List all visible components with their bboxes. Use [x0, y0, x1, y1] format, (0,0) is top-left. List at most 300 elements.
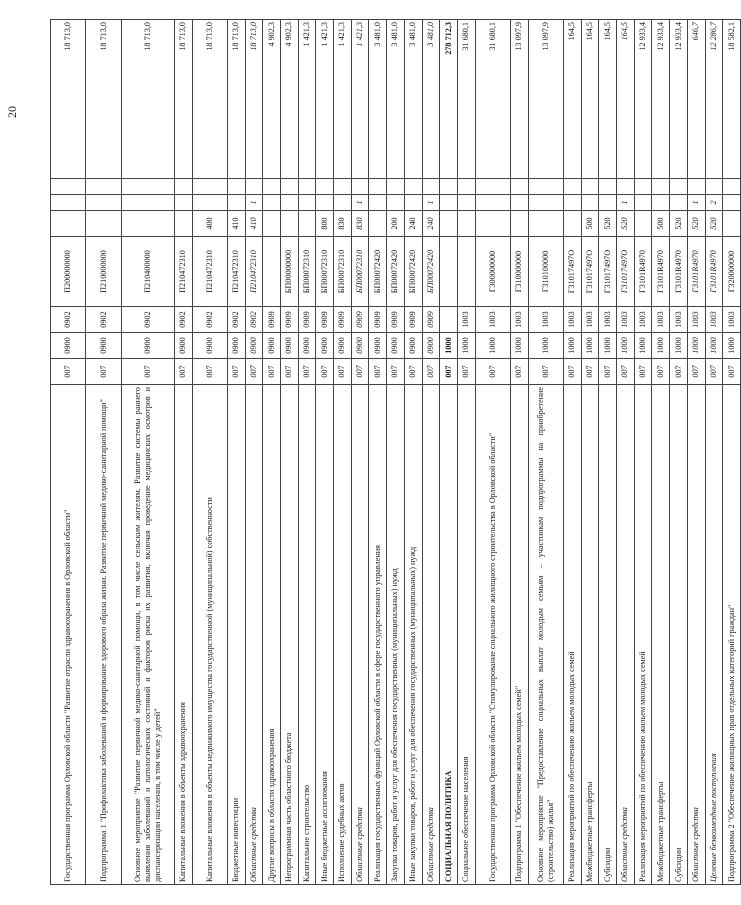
- row-source-mark: [440, 195, 458, 211]
- table-row: [599, 20, 617, 885]
- row-expense-type: 400: [192, 211, 227, 237]
- row-gr-code: 007: [245, 359, 263, 385]
- row-amount: 12 933,4: [670, 20, 688, 179]
- row-extra-mark: [652, 179, 670, 195]
- row-expense-type: [457, 211, 475, 237]
- row-gr-code: 007: [705, 359, 723, 385]
- row-section-code: 1000: [528, 333, 563, 359]
- row-extra-mark: [298, 179, 316, 195]
- table-body: [51, 20, 741, 885]
- row-gr-code: 007: [281, 359, 299, 385]
- row-subsection-code: 0902: [245, 307, 263, 333]
- row-target-article: Г31017497О: [599, 237, 617, 307]
- row-section-code: 1000: [440, 333, 458, 359]
- row-amount: 1 421,3: [351, 20, 369, 179]
- row-section-code: 0900: [298, 333, 316, 359]
- row-section-code: 1000: [652, 333, 670, 359]
- row-gr-code: 007: [387, 359, 405, 385]
- row-gr-code: 007: [227, 359, 245, 385]
- row-name: Целевые безвозмездные поступления: [705, 385, 723, 885]
- row-name: Бюджетные инвестиции: [227, 385, 245, 885]
- row-extra-mark: [174, 179, 192, 195]
- row-extra-mark: [422, 179, 440, 195]
- table-row: [334, 20, 352, 885]
- row-section-code: 0900: [404, 333, 422, 359]
- row-section-code: 0900: [192, 333, 227, 359]
- row-extra-mark: [351, 179, 369, 195]
- row-target-article: П210472310: [245, 237, 263, 307]
- row-source-mark: [298, 195, 316, 211]
- row-amount: 13 097,9: [510, 20, 528, 179]
- row-subsection-code: 1003: [564, 307, 582, 333]
- row-expense-type: 240: [404, 211, 422, 237]
- row-amount: 164,5: [581, 20, 599, 179]
- row-target-article: [263, 237, 281, 307]
- row-source-mark: [316, 195, 334, 211]
- row-target-article: [440, 237, 458, 307]
- row-extra-mark: [263, 179, 281, 195]
- row-target-article: Г3101R4970: [705, 237, 723, 307]
- row-subsection-code: 0902: [192, 307, 227, 333]
- row-name: Государственная программа Орловской области "Развитие отрасли здравоохранения в Орловской области": [51, 385, 86, 885]
- row-amount: 18 582,1: [723, 20, 741, 179]
- row-amount: 18 713,0: [227, 20, 245, 179]
- table-row: [174, 20, 192, 885]
- row-gr-code: 007: [121, 359, 174, 385]
- row-extra-mark: [670, 179, 688, 195]
- row-target-article: БП00072420: [387, 237, 405, 307]
- row-source-mark: [227, 195, 245, 211]
- row-gr-code: 007: [687, 359, 705, 385]
- row-section-code: 1000: [581, 333, 599, 359]
- row-expense-type: 410: [245, 211, 263, 237]
- row-extra-mark: [192, 179, 227, 195]
- row-extra-mark: [510, 179, 528, 195]
- row-subsection-code: 1003: [581, 307, 599, 333]
- row-target-article: БП00072310: [334, 237, 352, 307]
- row-source-mark: [404, 195, 422, 211]
- row-extra-mark: [475, 179, 510, 195]
- row-target-article: П210472310: [227, 237, 245, 307]
- row-expense-type: 830: [334, 211, 352, 237]
- row-section-code: 0900: [281, 333, 299, 359]
- row-name: Областные средства: [245, 385, 263, 885]
- row-target-article: Г31017497О: [564, 237, 582, 307]
- row-name: Исполнение судебных актов: [334, 385, 352, 885]
- row-gr-code: 007: [581, 359, 599, 385]
- row-section-code: 0900: [351, 333, 369, 359]
- row-extra-mark: [121, 179, 174, 195]
- row-amount: 31 680,1: [457, 20, 475, 179]
- row-section-code: 0900: [263, 333, 281, 359]
- row-name: Основное мероприятие "Предоставление социальных выплат молодым семьям – участникам подпрограммы на приобретение (строительство) жилья": [528, 385, 563, 885]
- row-subsection-code: 1003: [723, 307, 741, 333]
- row-amount: 4 902,3: [263, 20, 281, 179]
- row-gr-code: 007: [670, 359, 688, 385]
- row-source-mark: [334, 195, 352, 211]
- row-gr-code: 007: [510, 359, 528, 385]
- row-gr-code: 007: [316, 359, 334, 385]
- row-gr-code: 007: [351, 359, 369, 385]
- row-expense-type: [263, 211, 281, 237]
- row-name: Капитальные вложения в объекты недвижимого имущества государственной (муниципальной) собственности: [192, 385, 227, 885]
- row-target-article: Г320000000: [723, 237, 741, 307]
- row-gr-code: 007: [599, 359, 617, 385]
- row-amount: 1 421,3: [298, 20, 316, 179]
- row-subsection-code: [440, 307, 458, 333]
- table-row: [723, 20, 741, 885]
- row-gr-code: 007: [51, 359, 86, 385]
- row-name: Капитальное строительство: [298, 385, 316, 885]
- table-row: [670, 20, 688, 885]
- row-source-mark: [670, 195, 688, 211]
- row-target-article: Г3101R4970: [670, 237, 688, 307]
- row-source-mark: [475, 195, 510, 211]
- row-name: СОЦИАЛЬНАЯ ПОЛИТИКА: [440, 385, 458, 885]
- table-row: [510, 20, 528, 885]
- row-section-code: 1000: [705, 333, 723, 359]
- row-section-code: 1000: [457, 333, 475, 359]
- row-expense-type: [723, 211, 741, 237]
- row-extra-mark: [387, 179, 405, 195]
- row-expense-type: 830: [351, 211, 369, 237]
- row-extra-mark: [723, 179, 741, 195]
- row-subsection-code: 1003: [670, 307, 688, 333]
- row-name: Областные средства: [687, 385, 705, 885]
- row-extra-mark: [316, 179, 334, 195]
- row-name: Подпрограмма 1 "Профилактика заболеваний и формирование здорового образа жизни. Развитие первичной медико-санитарной помощи": [86, 385, 121, 885]
- row-target-article: БП00000000: [281, 237, 299, 307]
- row-extra-mark: [281, 179, 299, 195]
- row-subsection-code: 1003: [687, 307, 705, 333]
- row-target-article: Г3101R4970: [687, 237, 705, 307]
- row-name: Подпрограмма 1 "Обеспечение жильем молодых семей": [510, 385, 528, 885]
- table-row: [652, 20, 670, 885]
- row-name: Областные средства: [617, 385, 635, 885]
- table-row: [457, 20, 475, 885]
- row-expense-type: 520: [670, 211, 688, 237]
- row-subsection-code: 0909: [422, 307, 440, 333]
- row-expense-type: [564, 211, 582, 237]
- row-amount: 18 713,0: [121, 20, 174, 179]
- row-extra-mark: [528, 179, 563, 195]
- row-gr-code: 007: [263, 359, 281, 385]
- row-gr-code: 007: [298, 359, 316, 385]
- row-expense-type: [121, 211, 174, 237]
- row-expense-type: 520: [599, 211, 617, 237]
- table-row: [475, 20, 510, 885]
- row-expense-type: [475, 211, 510, 237]
- row-target-article: Г3101R4970: [652, 237, 670, 307]
- row-extra-mark: [369, 179, 387, 195]
- row-source-mark: 1: [422, 195, 440, 211]
- row-gr-code: 007: [652, 359, 670, 385]
- row-amount: 3 481,0: [387, 20, 405, 179]
- row-expense-type: 410: [227, 211, 245, 237]
- row-amount: 18 713,0: [192, 20, 227, 179]
- row-target-article: БП00072310: [298, 237, 316, 307]
- row-section-code: 0900: [316, 333, 334, 359]
- row-amount: 4 902,3: [281, 20, 299, 179]
- row-section-code: 0900: [174, 333, 192, 359]
- row-expense-type: 240: [422, 211, 440, 237]
- row-name: Реализация мероприятий по обеспечению жильем молодых семей: [564, 385, 582, 885]
- row-extra-mark: [599, 179, 617, 195]
- row-expense-type: [51, 211, 86, 237]
- row-section-code: 1000: [564, 333, 582, 359]
- row-source-mark: [581, 195, 599, 211]
- row-extra-mark: [687, 179, 705, 195]
- budget-table: [50, 19, 741, 885]
- row-target-article: БП00072310: [316, 237, 334, 307]
- row-amount: 18 713,0: [174, 20, 192, 179]
- row-gr-code: 007: [723, 359, 741, 385]
- row-expense-type: [369, 211, 387, 237]
- table-row: [263, 20, 281, 885]
- row-name: Межбюджетные трансферты: [581, 385, 599, 885]
- row-name: Областные средства: [351, 385, 369, 885]
- row-subsection-code: 0902: [121, 307, 174, 333]
- row-section-code: 0900: [121, 333, 174, 359]
- row-source-mark: [369, 195, 387, 211]
- row-target-article: БП00072310: [351, 237, 369, 307]
- row-source-mark: [634, 195, 652, 211]
- row-source-mark: [263, 195, 281, 211]
- row-expense-type: [440, 211, 458, 237]
- row-expense-type: [86, 211, 121, 237]
- row-source-mark: [564, 195, 582, 211]
- row-source-mark: 1: [351, 195, 369, 211]
- row-subsection-code: 1003: [599, 307, 617, 333]
- row-target-article: БП00072420: [404, 237, 422, 307]
- row-target-article: БП00072420: [422, 237, 440, 307]
- row-gr-code: 007: [369, 359, 387, 385]
- table-row: [298, 20, 316, 885]
- row-subsection-code: 0909: [404, 307, 422, 333]
- row-name: Иные закупки товаров, работ и услуг для обеспечения государственных (муниципальных) нужд: [404, 385, 422, 885]
- row-gr-code: 007: [564, 359, 582, 385]
- table-row: [581, 20, 599, 885]
- row-name: Реализация государственных функций Орловской области в сфере государственного управления: [369, 385, 387, 885]
- row-name: Капитальные вложения в объекты здравоохранения: [174, 385, 192, 885]
- row-name: Областные средства: [422, 385, 440, 885]
- row-name: Закупка товаров, работ и услуг для обеспечения государственных (муниципальных) нужд: [387, 385, 405, 885]
- row-amount: 3 481,0: [404, 20, 422, 179]
- table-row: [528, 20, 563, 885]
- table-row: [86, 20, 121, 885]
- table-row: [617, 20, 635, 885]
- table-row: [440, 20, 458, 885]
- row-subsection-code: 0902: [174, 307, 192, 333]
- row-name: Основное мероприятие "Развитие первичной медико-санитарной помощи, в том числе сельским жителям. Развитие системы раннего выявления заболеваний и патологических состояний и факторов риска их развития, включая проведение медицинских осмотров и диспансеризации населения, в том числе у детей": [121, 385, 174, 885]
- row-subsection-code: 0902: [51, 307, 86, 333]
- row-expense-type: 520: [687, 211, 705, 237]
- row-section-code: 0900: [387, 333, 405, 359]
- row-amount: 31 680,1: [475, 20, 510, 179]
- row-amount: 18 713,0: [51, 20, 86, 179]
- row-amount: 13 097,9: [528, 20, 563, 179]
- row-extra-mark: [245, 179, 263, 195]
- row-target-article: П200000000: [51, 237, 86, 307]
- row-source-mark: [510, 195, 528, 211]
- row-name: Другие вопросы в области здравоохранения: [263, 385, 281, 885]
- row-name: Субсидии: [670, 385, 688, 885]
- row-expense-type: [298, 211, 316, 237]
- table-row: [705, 20, 723, 885]
- row-target-article: Г3101R4970: [634, 237, 652, 307]
- table-row: [564, 20, 582, 885]
- row-extra-mark: [440, 179, 458, 195]
- row-target-article: Г310000000: [510, 237, 528, 307]
- table-row: [245, 20, 263, 885]
- table-row: [387, 20, 405, 885]
- row-extra-mark: [404, 179, 422, 195]
- row-expense-type: 520: [617, 211, 635, 237]
- row-name: Межбюджетные трансферты: [652, 385, 670, 885]
- row-expense-type: [281, 211, 299, 237]
- row-target-article: Г31017497О: [581, 237, 599, 307]
- row-expense-type: [510, 211, 528, 237]
- row-subsection-code: 1003: [705, 307, 723, 333]
- row-gr-code: 007: [422, 359, 440, 385]
- row-source-mark: [86, 195, 121, 211]
- row-section-code: 1000: [687, 333, 705, 359]
- row-gr-code: 007: [528, 359, 563, 385]
- row-amount: 164,5: [564, 20, 582, 179]
- row-gr-code: 007: [634, 359, 652, 385]
- budget-table-container: [50, 20, 736, 885]
- row-subsection-code: 0909: [369, 307, 387, 333]
- row-section-code: 0900: [227, 333, 245, 359]
- row-extra-mark: [617, 179, 635, 195]
- row-section-code: 0900: [422, 333, 440, 359]
- row-extra-mark: [634, 179, 652, 195]
- row-section-code: 0900: [369, 333, 387, 359]
- row-amount: 12 933,4: [652, 20, 670, 179]
- row-source-mark: [281, 195, 299, 211]
- row-subsection-code: 1003: [457, 307, 475, 333]
- row-extra-mark: [334, 179, 352, 195]
- row-target-article: [457, 237, 475, 307]
- row-gr-code: 007: [192, 359, 227, 385]
- row-name: Реализация мероприятий по обеспечению жильем молодых семей: [634, 385, 652, 885]
- row-gr-code: 007: [86, 359, 121, 385]
- row-section-code: 0900: [51, 333, 86, 359]
- row-section-code: 1000: [723, 333, 741, 359]
- row-expense-type: [174, 211, 192, 237]
- row-gr-code: 007: [174, 359, 192, 385]
- row-amount: 278 712,3: [440, 20, 458, 179]
- row-name: Иные бюджетные ассигнования: [316, 385, 334, 885]
- row-source-mark: 2: [705, 195, 723, 211]
- row-section-code: 1000: [634, 333, 652, 359]
- row-subsection-code: 0902: [227, 307, 245, 333]
- row-expense-type: 500: [581, 211, 599, 237]
- table-row: [51, 20, 86, 885]
- table-row: [422, 20, 440, 885]
- row-section-code: 0900: [334, 333, 352, 359]
- row-extra-mark: [457, 179, 475, 195]
- row-amount: 18 713,0: [86, 20, 121, 179]
- table-row: [687, 20, 705, 885]
- row-subsection-code: 0909: [387, 307, 405, 333]
- row-section-code: 1000: [510, 333, 528, 359]
- row-target-article: Г31017497О: [617, 237, 635, 307]
- row-amount: 1 421,3: [316, 20, 334, 179]
- row-extra-mark: [564, 179, 582, 195]
- row-extra-mark: [227, 179, 245, 195]
- row-subsection-code: 0909: [281, 307, 299, 333]
- row-subsection-code: 0909: [263, 307, 281, 333]
- row-extra-mark: [86, 179, 121, 195]
- row-source-mark: [528, 195, 563, 211]
- row-source-mark: [723, 195, 741, 211]
- page-number: 20: [5, 106, 19, 118]
- row-target-article: Г300000000: [475, 237, 510, 307]
- row-section-code: 1000: [475, 333, 510, 359]
- row-name: Подпрограмма 2 "Обеспечение жилищных прав отдельных категорий граждан": [723, 385, 741, 885]
- row-source-mark: [387, 195, 405, 211]
- row-amount: 12 286,7: [705, 20, 723, 179]
- row-target-article: БП00072420: [369, 237, 387, 307]
- row-expense-type: [528, 211, 563, 237]
- row-subsection-code: 0909: [334, 307, 352, 333]
- row-source-mark: 1: [617, 195, 635, 211]
- row-source-mark: [599, 195, 617, 211]
- row-section-code: 0900: [86, 333, 121, 359]
- table-row: [369, 20, 387, 885]
- row-subsection-code: 1003: [652, 307, 670, 333]
- table-row: [121, 20, 174, 885]
- table-row: [227, 20, 245, 885]
- row-extra-mark: [51, 179, 86, 195]
- row-extra-mark: [705, 179, 723, 195]
- row-amount: 164,5: [617, 20, 635, 179]
- row-amount: 3 481,0: [369, 20, 387, 179]
- row-name: Государственная программа Орловской области "Стимулирование социального жилищного строительства в Орловской области": [475, 385, 510, 885]
- table-row: [351, 20, 369, 885]
- row-expense-type: 520: [705, 211, 723, 237]
- row-amount: 18 713,0: [245, 20, 263, 179]
- row-gr-code: 007: [475, 359, 510, 385]
- row-subsection-code: 0909: [351, 307, 369, 333]
- row-target-article: Г310100000: [528, 237, 563, 307]
- row-subsection-code: 0909: [316, 307, 334, 333]
- row-expense-type: [634, 211, 652, 237]
- row-source-mark: 1: [245, 195, 263, 211]
- row-name: Социальное обеспечение населения: [457, 385, 475, 885]
- row-amount: 12 933,4: [634, 20, 652, 179]
- row-target-article: П210000000: [86, 237, 121, 307]
- row-gr-code: 007: [334, 359, 352, 385]
- table-row: [192, 20, 227, 885]
- row-section-code: 1000: [670, 333, 688, 359]
- row-amount: 1 421,3: [334, 20, 352, 179]
- row-section-code: 0900: [245, 333, 263, 359]
- row-amount: 646,7: [687, 20, 705, 179]
- table-row: [281, 20, 299, 885]
- table-row: [634, 20, 652, 885]
- row-name: Субсидии: [599, 385, 617, 885]
- table-row: [404, 20, 422, 885]
- row-section-code: 1000: [617, 333, 635, 359]
- row-subsection-code: 0902: [86, 307, 121, 333]
- row-target-article: П210472310: [192, 237, 227, 307]
- row-expense-type: 800: [316, 211, 334, 237]
- row-subsection-code: 1003: [528, 307, 563, 333]
- row-source-mark: [652, 195, 670, 211]
- row-gr-code: 007: [617, 359, 635, 385]
